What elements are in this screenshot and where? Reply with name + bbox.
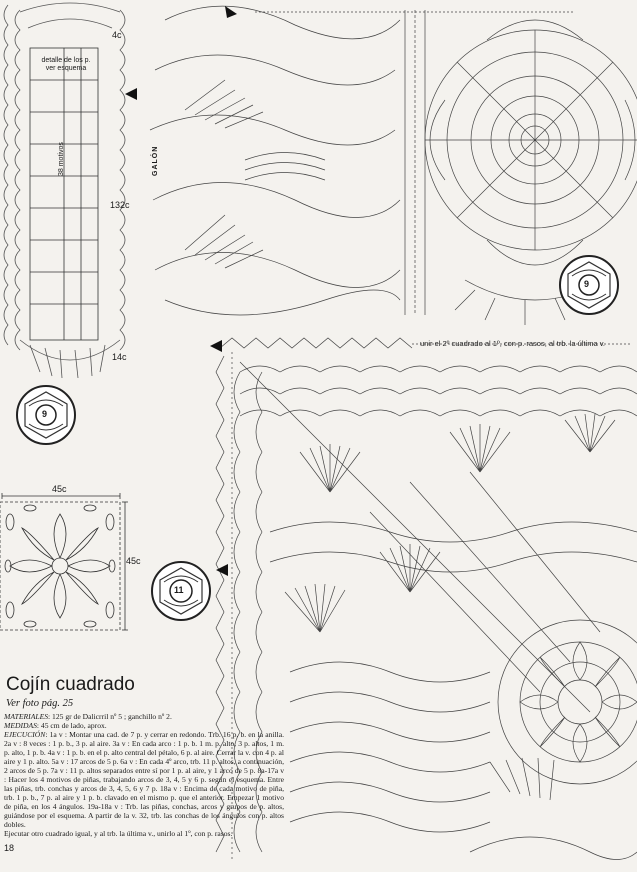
article-title: Cojín cuadrado (6, 674, 135, 695)
join-note: unir el 2º cuadrado al 1º, con p. rasos, al trb. la última v. (420, 339, 606, 348)
galon-label: GALÓN (152, 145, 159, 176)
dim-top-label: 4c (112, 30, 122, 40)
closing-line: Ejecutar otro cuadrado igual, y al trb. la última v., unirlo al 1º, con p. rasos. (4, 829, 233, 838)
dim-bottom-label: 14c (112, 352, 127, 362)
cushion-square-schematic (0, 492, 140, 640)
article-body (4, 712, 284, 838)
badge-9-left-number: 9 (42, 409, 48, 419)
marker-arrow-icon (216, 563, 230, 577)
materiales-line: MATERIALES: 125 gr de Dalicrril nº 5 ; ganchillo nº 2. (4, 712, 172, 721)
motivos-label: 38 motivos (58, 142, 65, 176)
medidas-line: MEDIDAS: 45 cm de lado, aprox. (4, 721, 107, 730)
width-label: 45c (52, 484, 67, 494)
badge-9-top-number: 9 (584, 279, 590, 289)
detail-label: detalle de los p. ver esquema (41, 57, 91, 72)
ejecucion-line: EJECUCIÓN: 1a v : Montar una cad. de 7 p. y cerrar en redondo. Trb. 16 p. b. en la anilla. 2a v : 8 veces : 1 p. b., 3 p. al aire. 3a v : En cada arco : 1 p. b. 1 m. p. alto, 3 p. altos, 1 m. p. alto, 1 p. b. 4a v : 1 p. b. en el p. alto central del pétalo, 6 p. al aire. Cerrar la v. con 4 p. al aire y 1 p. alto. 5a v : 17 arcos de 5 p. 6a v : En cada 4º arco, trb. 11 p. altos, a continuación, 2 arcos de 5 p. 7a v : 11 p. altos separados entre sí por 1 p. al aire, y 1 arco de 5 p. 8a-17a v : Hacer los 4 motivos de piñas, trabajando arcos de 3, 4, 5 y 6 p. según el esquema. Entre las piñas, trb. conchas y arcos de 3, 4, 5, 6 y 7 p. 18a v : Encima de cada motivo de piña, trb. 1 p. b., 7 p. al aire y 1 p. b. clavado en el mismo p. que el anterior. Empezar 1 motivo de piña, en los 4 ángulos. 19a-18a v : Trb. las piñas, conchas, arcos y grupos de p. altos, guiándose por el esquema. A partir de la v. 32, trb. las conchas de los ángulos con p. altos dobles. (4, 730, 284, 829)
badge-11-number: 11 (174, 585, 184, 595)
height-label: 45c (126, 556, 141, 566)
see-photo: Ver foto pág. 25 (6, 698, 74, 709)
page-number: 18 (4, 843, 15, 853)
dim-mid-label: 132c (110, 200, 130, 210)
